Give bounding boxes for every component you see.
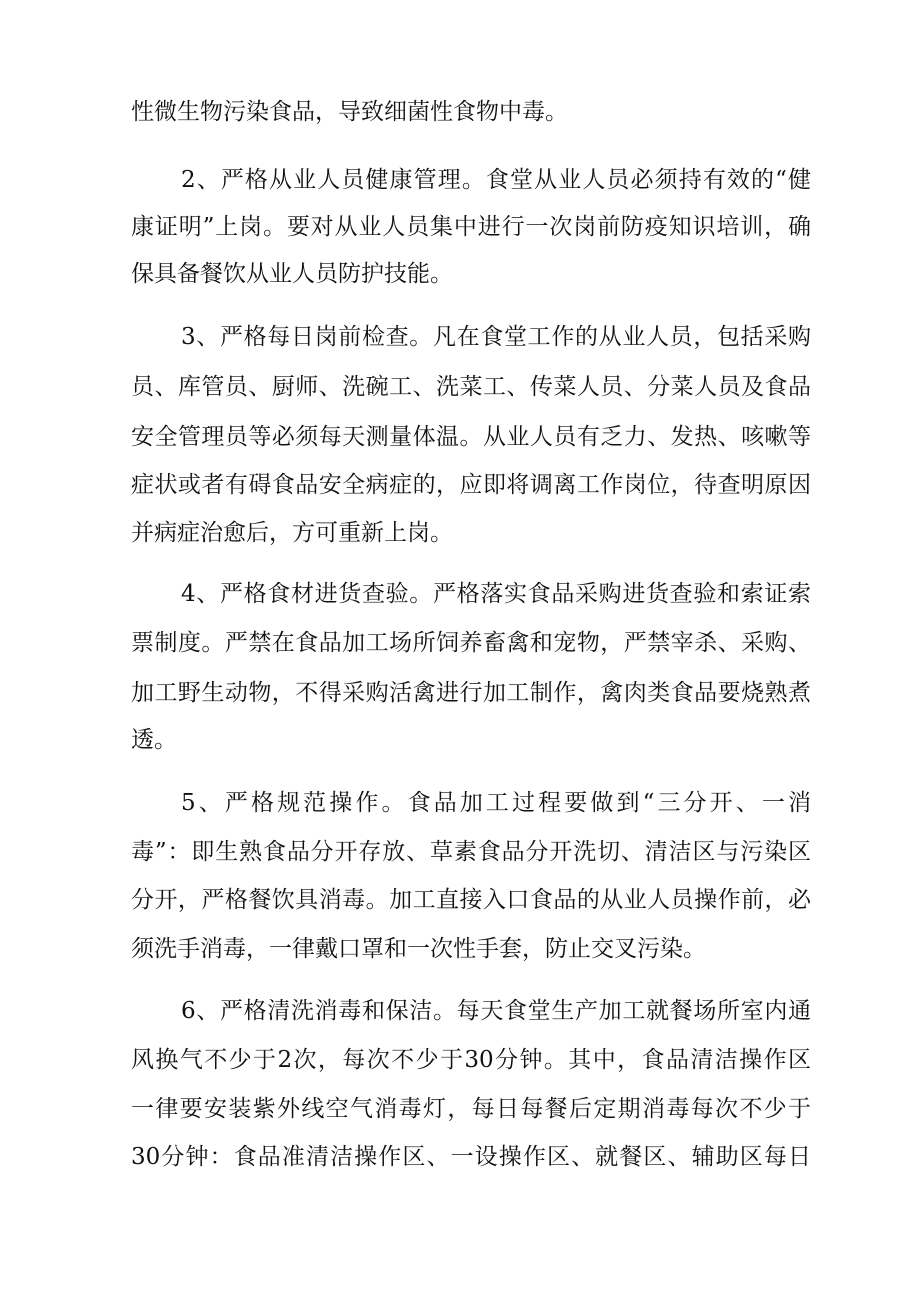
text-line: 2、严格从业人员健康管理。食堂从业人员必须持有效的“健 <box>181 167 811 193</box>
text-line: 5、严格规范操作。食品加工过程要做到“三分开、一消 <box>181 790 811 816</box>
text-line: 4、严格食材进货查验。严格落实食品采购进货查验和索证索 <box>181 581 811 607</box>
text-line: 票制度。严禁在食品加工场所饲养畜禽和宠物，严禁宰杀、采购、 <box>131 630 811 656</box>
text-line: 透。 <box>131 727 177 753</box>
text-line: 安全管理员等必须每天测量体温。从业人员有乏力、发热、咳嗽等 <box>131 424 811 450</box>
text-line: 须洗手消毒，一律戴口罩和一次性手套，防止交叉污染。 <box>131 936 706 962</box>
text-line: 6、严格清洗消毒和保洁。每天食堂生产加工就餐场所室内通 <box>181 998 811 1024</box>
text-line: 康证明”上岗。要对从业人员集中进行一次岗前防疫知识培训，确 <box>131 214 811 240</box>
text-line: 风换气不少于2次，每次不少于30分钟。其中，食品清洁操作区 <box>131 1047 811 1073</box>
text-line: 3、严格每日岗前检查。凡在食堂工作的从业人员，包括采购 <box>181 324 811 350</box>
text-line: 30分钟：食品准清洁操作区、一设操作区、就餐区、辅助区每日 <box>131 1144 811 1170</box>
text-line: 员、库管员、厨师、洗碗工、洗菜工、传菜人员、分菜人员及食品 <box>131 374 811 400</box>
text-line: 毒”：即生熟食品分开存放、草素食品分开洗切、清洁区与污染区 <box>131 839 811 865</box>
text-line: 一律要安装紫外线空气消毒灯，每日每餐后定期消毒每次不少于 <box>131 1096 811 1122</box>
text-line: 症状或者有碍食品安全病症的，应即将调离工作岗位，待查明原因 <box>131 472 811 498</box>
text-line: 并病症治愈后，方可重新上岗。 <box>131 520 453 546</box>
text-line: 性微生物污染食品，导致细菌性食物中毒。 <box>131 99 568 125</box>
text-line: 分开，严格餐饮具消毒。加工直接入口食品的从业人员操作前，必 <box>131 887 811 913</box>
text-line: 加工野生动物，不得采购活禽进行加工制作，禽肉类食品要烧熟煮 <box>131 680 811 706</box>
text-line: 保具备餐饮从业人员防护技能。 <box>131 261 453 287</box>
